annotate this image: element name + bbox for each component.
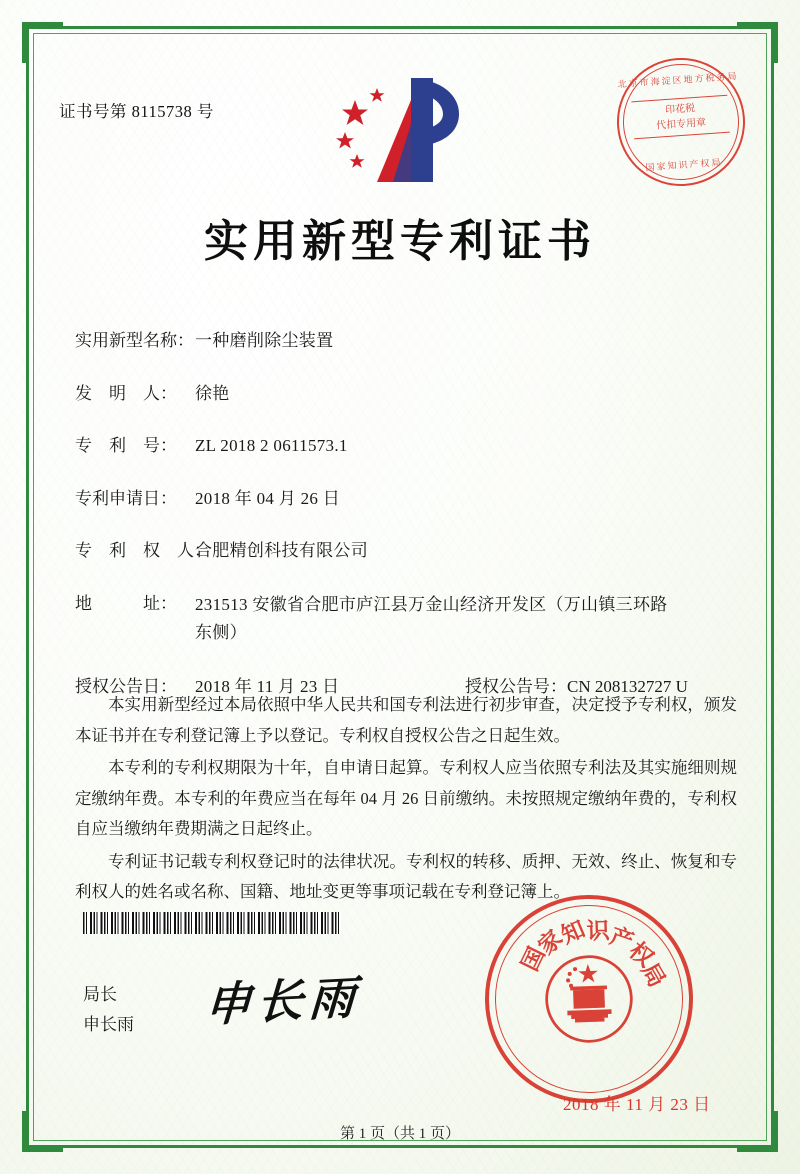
field-value: ZL 2018 2 0611573.1 <box>195 436 348 455</box>
field-label: 专 利 号： <box>75 436 177 455</box>
seal-arc-top-text: 北京市海淀区地方税务局 <box>617 70 739 90</box>
grant-date-value: 2018 年 11 月 23 日 <box>195 676 340 696</box>
field-label: 地 址： <box>75 593 177 613</box>
seal-date: 2018 年 11 月 23 日 <box>563 1095 711 1114</box>
page-title: 实用新型专利证书 <box>204 216 596 267</box>
field-value: 一种磨削除尘装置 <box>195 331 334 350</box>
handwritten-signature: 申长雨 <box>203 969 363 1033</box>
fields-list <box>75 328 745 726</box>
director-name: 申长雨 <box>83 1015 134 1034</box>
official-seal <box>481 891 696 1106</box>
field-value: 徐艳 <box>195 383 230 403</box>
director-title: 局长 <box>83 985 117 1004</box>
field-row-inventor <box>75 381 745 407</box>
paragraph-1: 本实用新型经过本局依照中华人民共和国专利法进行初步审查，决定授予专利权，颁发本证书并在专利登记簿上予以登记。专利权自授权公告之日起生效。 <box>75 695 737 745</box>
tax-stamp-seal <box>613 54 750 191</box>
certificate-number: 证书号第 8115738 号 <box>59 102 214 121</box>
field-label: 专 利 权 人： <box>75 541 211 560</box>
grant-number-label: 授权公告号： <box>465 676 567 696</box>
barcode <box>83 912 341 934</box>
field-value: 合肥精创科技有限公司 <box>195 541 368 560</box>
field-label: 专利申请日： <box>75 488 177 508</box>
page-number: 第 1 页（共 1 页） <box>339 1126 460 1142</box>
seal-arc-bottom-text: 国家知识产权局 <box>645 157 723 173</box>
official-seal-ring-text: 国 家 知 识 产 权 局 <box>516 915 671 992</box>
field-row-address <box>75 591 745 647</box>
field-value: 2018 年 04 月 26 日 <box>195 488 341 508</box>
field-row-utility-model-name <box>75 328 745 354</box>
cnipa-logo-icon <box>315 70 485 190</box>
seal-line-2: 代扣专用章 <box>655 117 707 132</box>
paragraph-2: 本专利的专利权期限为十年，自申请日起算。专利权人应当依照专利法及其实施细则规定缴纳年费。本专利的年费应当在每年 04 月 26 日前缴纳。未按照规定缴纳年费的，专利权自应当缴纳年费期满之日起终止。 <box>75 758 737 839</box>
field-row-application-date <box>75 486 745 512</box>
certificate-content <box>55 50 745 1142</box>
field-label: 发 明 人： <box>75 383 177 403</box>
grant-number-value: CN 208132727 U <box>567 676 688 696</box>
field-value: 231513 安徽省合肥市庐江县万金山经济开发区（万山镇三环路东侧） <box>195 594 668 642</box>
director-block <box>83 980 134 1040</box>
paragraph-3: 专利证书记载专利权登记时的法律状况。专利权的转移、质押、无效、终止、恢复和专利权人的姓名或名称、国籍、地址变更等事项记载在专利登记簿上。 <box>75 851 737 902</box>
field-label: 实用新型名称： <box>75 331 194 350</box>
national-emblem-icon <box>541 951 636 1046</box>
field-row-patentee <box>75 538 745 564</box>
seal-line-1: 印花税 <box>664 102 696 117</box>
seal-middle-text <box>631 95 729 140</box>
field-row-patent-number <box>75 433 745 459</box>
grant-date-label: 授权公告日： <box>75 676 177 696</box>
